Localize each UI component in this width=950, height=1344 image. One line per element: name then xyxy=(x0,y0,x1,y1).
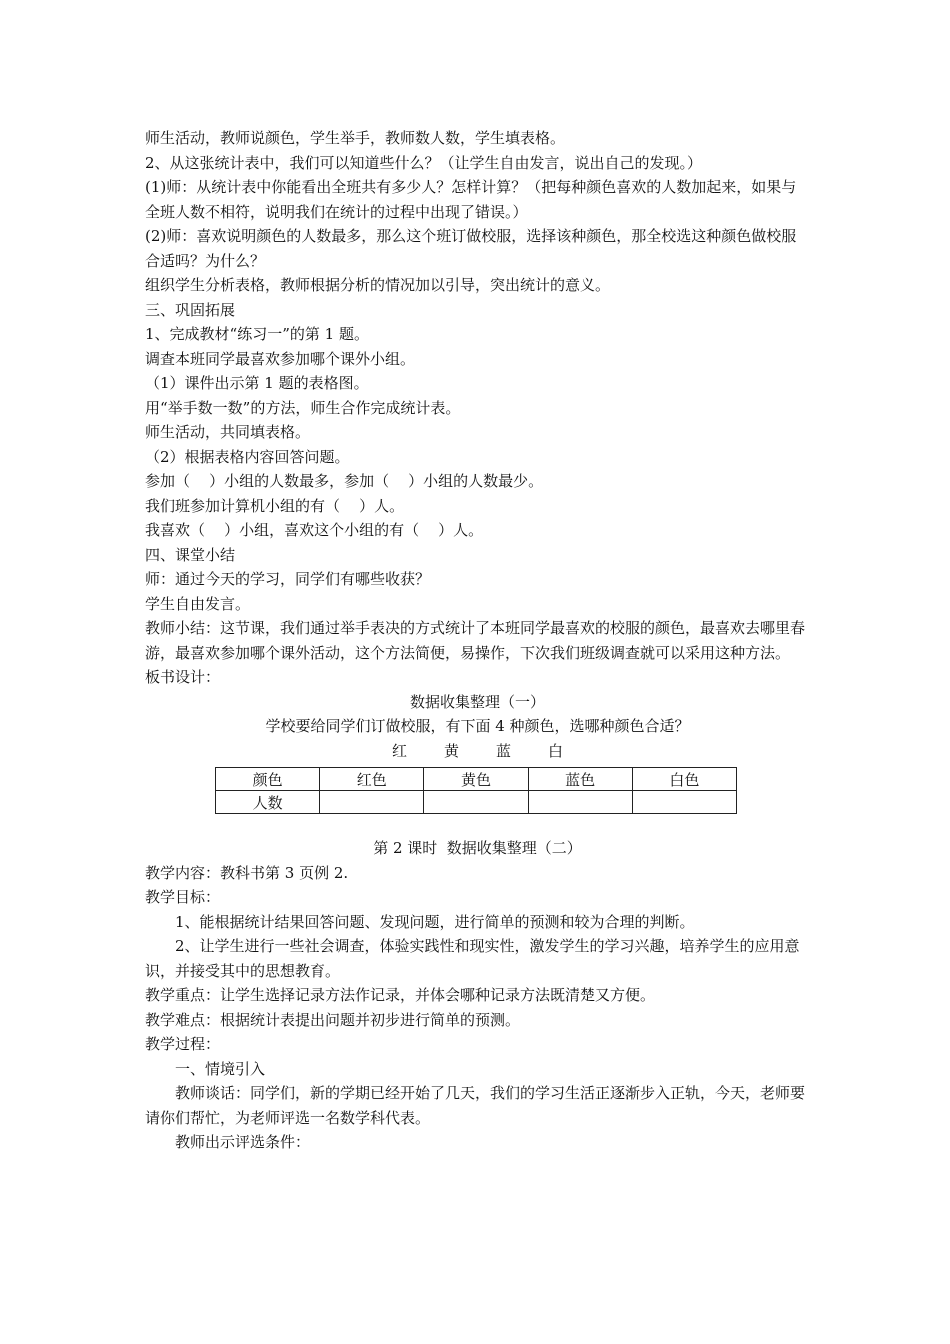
paragraph: 我们班参加计算机小组的有（ ）人。 xyxy=(145,496,405,515)
paragraph: 调查本班同学最喜欢参加哪个课外小组。 xyxy=(145,349,416,368)
paragraph: 1、完成教材“练习一”的第 1 题。 xyxy=(145,325,369,343)
paragraph: （2）根据表格内容回答问题。 xyxy=(145,447,350,466)
paragraph: 1、能根据统计结果回答问题、发现问题，进行简单的预测和较为合理的判断。 xyxy=(175,912,695,931)
paragraph: 参加（ ）小组的人数最多，参加（ ）小组的人数最少。 xyxy=(145,472,544,490)
paragraph: 师生活动，教师说颜色，学生举手，教师数人数，学生填表格。 xyxy=(145,129,566,147)
paragraph: 2、让学生进行一些社会调查，体验实践性和现实性，激发学生的学习兴趣，培养学生的应用意识，并接受其中的思想教育。 xyxy=(145,937,800,980)
paragraph: (2)师：喜欢说明颜色的人数最多，那么这个班订做校服，选择该种颜色，那全校选这种颜色做校服合适吗？为什么？ xyxy=(145,227,797,270)
color-tally-table xyxy=(215,767,737,814)
table-cell xyxy=(424,791,528,814)
paragraph: （1）课件出示第 1 题的表格图。 xyxy=(145,374,369,392)
table-header-row xyxy=(216,768,737,791)
section-heading: 三、巩固拓展 xyxy=(145,300,236,319)
paragraph: 用“举手数一数”的方法，师生合作完成统计表。 xyxy=(145,398,461,417)
section-heading: 四、课堂小结 xyxy=(145,545,236,564)
table-cell: 红色 xyxy=(320,768,424,791)
paragraph: 师：通过今天的学习，同学们有哪些收获？ xyxy=(145,570,431,588)
board-question: 学校要给同学们订做校服，有下面 4 种颜色，选哪种颜色合适？ xyxy=(265,717,690,735)
paragraph: 教学目标： xyxy=(145,888,221,906)
color-option: 蓝 xyxy=(495,741,511,760)
paragraph: 学生自由发言。 xyxy=(145,594,251,613)
table-cell: 蓝色 xyxy=(528,768,632,791)
paragraph: 教学内容：教科书第 3 页例 2. xyxy=(145,863,349,882)
paragraph: 板书设计： xyxy=(145,668,221,686)
lesson-title: 第 2 课时 数据收集整理（二） xyxy=(373,839,582,857)
paragraph: 教师小结：这节课，我们通过举手表决的方式统计了本班同学最喜欢的校服的颜色，最喜欢去哪里春游，最喜欢参加哪个课外活动，这个方法简便，易操作，下次我们班级调查就可以采用这种方法。 xyxy=(145,619,806,662)
paragraph: 2、从这张统计表中，我们可以知道些什么？（让学生自由发言，说出自己的发现。） xyxy=(145,153,703,172)
paragraph: 教师谈话：同学们，新的学期已经开始了几天，我们的学习生活正逐渐步入正轨，今天，老师要请你们帮忙，为老师评选一名数学科代表。 xyxy=(145,1084,806,1127)
paragraph: 我喜欢（ ）小组，喜欢这个小组的有（ ）人。 xyxy=(145,521,484,539)
table-cell xyxy=(320,791,424,814)
spacer xyxy=(145,814,810,836)
table-row xyxy=(216,791,737,814)
color-option: 红 xyxy=(391,741,407,760)
table-cell xyxy=(528,791,632,814)
paragraph: 组织学生分析表格，教师根据分析的情况加以引导，突出统计的意义。 xyxy=(145,276,611,294)
paragraph: 教师出示评选条件： xyxy=(175,1133,311,1151)
paragraph: (1)师：从统计表中你能看出全班共有多少人？怎样计算？（把每种颜色喜欢的人数加起来，如果与全班人数不相符，说明我们在统计的过程中出现了错误。） xyxy=(145,178,797,221)
paragraph: 教学过程： xyxy=(145,1035,221,1053)
board-title: 数据收集整理（一） xyxy=(409,692,545,711)
paragraph: 教学难点：根据统计表提出问题并初步进行简单的预测。 xyxy=(145,1010,521,1029)
table-cell: 人数 xyxy=(216,791,320,814)
table-cell: 白色 xyxy=(632,768,736,791)
table-cell: 颜色 xyxy=(216,768,320,791)
color-option: 白 xyxy=(547,741,563,760)
color-option: 黄 xyxy=(443,741,459,760)
document-body xyxy=(145,126,810,1155)
paragraph: 教学重点：让学生选择记录方法作记录，并体会哪种记录方法既清楚又方便。 xyxy=(145,986,656,1004)
table-cell xyxy=(632,791,736,814)
color-options xyxy=(145,739,810,764)
section-heading: 一、情境引入 xyxy=(175,1059,266,1078)
paragraph: 师生活动，共同填表格。 xyxy=(145,423,311,441)
table-cell: 黄色 xyxy=(424,768,528,791)
